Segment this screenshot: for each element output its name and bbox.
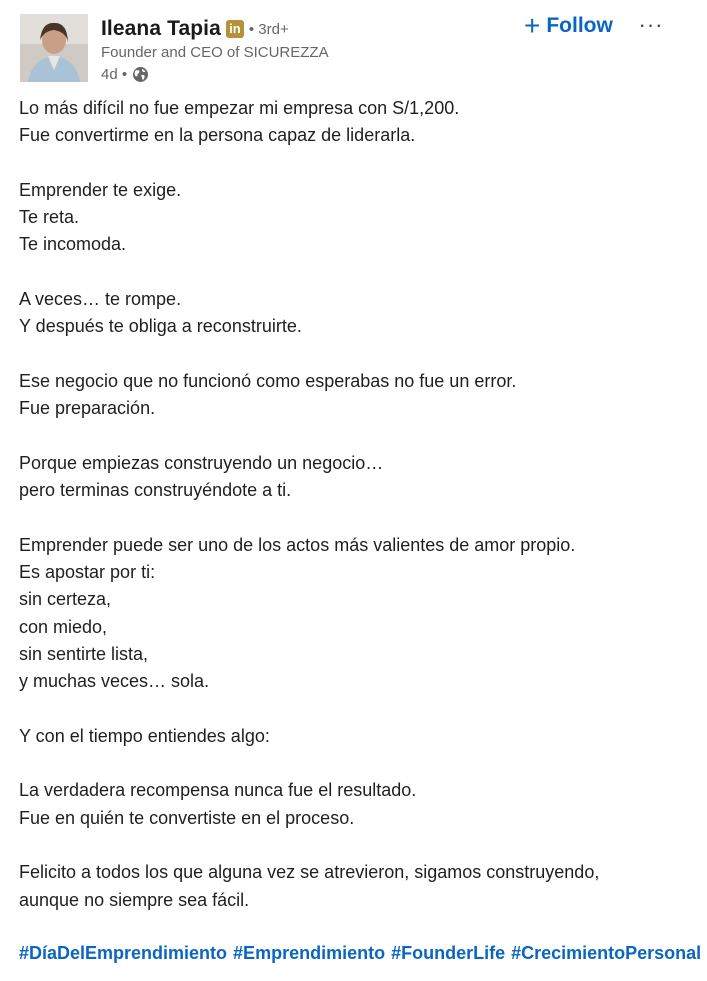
- ellipsis-icon: ···: [638, 12, 664, 37]
- post-line: Fue convertirme en la persona capaz de liderarla.: [19, 125, 416, 146]
- post-line: Lo más difícil no fue empezar mi empresa con S/1,200.: [19, 98, 460, 118]
- post-line: pero terminas construyéndote a ti.: [19, 480, 292, 501]
- post-line: aunque no siempre sea fácil.: [19, 889, 250, 910]
- post-line: Ese negocio que no funcionó como esperabas no fue un error.: [19, 370, 517, 391]
- linkedin-premium-badge-icon: in: [226, 20, 244, 38]
- post-paragraph: [19, 95, 669, 150]
- hashtag-link[interactable]: #FounderLife: [391, 943, 506, 963]
- post-paragraph: [19, 450, 669, 505]
- follow-label: Follow: [546, 14, 613, 37]
- post-line: Y con el tiempo entiendes algo:: [19, 725, 270, 746]
- post-paragraph: [19, 177, 669, 259]
- plus-icon: +: [524, 10, 541, 41]
- post-line: La verdadera recompensa nunca fue el resultado.: [19, 780, 417, 801]
- author-name-row: [101, 15, 501, 43]
- post-line: Te incomoda.: [19, 234, 127, 255]
- post-line: sin sentirte lista,: [19, 643, 149, 664]
- author-headline: Founder and CEO of SICUREZZA: [101, 44, 329, 61]
- post-line: Y después te obliga a reconstruirte.: [19, 316, 302, 337]
- post-line: Felicito a todos los que alguna vez se atrevieron, sigamos construyendo,: [19, 862, 600, 883]
- avatar-photo: [20, 14, 88, 82]
- post-line: A veces… te rompe.: [19, 289, 182, 310]
- post-line: Fue preparación.: [19, 398, 156, 419]
- hashtag-link[interactable]: #DíaDelEmprendimiento: [19, 943, 228, 963]
- author-name[interactable]: Ileana Tapia: [101, 17, 221, 40]
- more-options-button[interactable]: [636, 12, 666, 38]
- connection-degree: • 3rd+: [248, 20, 289, 38]
- post-paragraph: [19, 532, 669, 696]
- post-text: [19, 95, 669, 941]
- post-line: Porque empiezas construyendo un negocio…: [19, 452, 384, 473]
- globe-icon: [132, 66, 149, 83]
- hashtag-link[interactable]: #Emprendimiento: [233, 943, 386, 963]
- post-line: Emprender puede ser uno de los actos más valientes de amor propio.: [19, 534, 576, 555]
- hashtag-link[interactable]: #CrecimientoPersonal: [511, 943, 702, 963]
- post-line: y muchas veces… sola.: [19, 671, 210, 692]
- hashtag-row: [19, 940, 702, 967]
- post-paragraph: [19, 286, 669, 341]
- post-paragraph: [19, 859, 669, 914]
- post-paragraph: [19, 777, 669, 832]
- post-time: 4d •: [101, 65, 128, 83]
- post-line: Te reta.: [19, 207, 80, 228]
- avatar[interactable]: [20, 14, 88, 82]
- post-line: Fue en quién te convertiste en el proceso.: [19, 807, 355, 828]
- post-paragraph: [19, 368, 669, 423]
- post-meta: [101, 64, 501, 84]
- post-line: Es apostar por ti:: [19, 562, 156, 583]
- post-line: con miedo,: [19, 616, 108, 637]
- post-paragraph: [19, 723, 669, 750]
- follow-button[interactable]: [520, 10, 617, 42]
- author-info: [101, 15, 501, 84]
- post-line: Emprender te exige.: [19, 179, 182, 200]
- post-line: sin certeza,: [19, 589, 112, 610]
